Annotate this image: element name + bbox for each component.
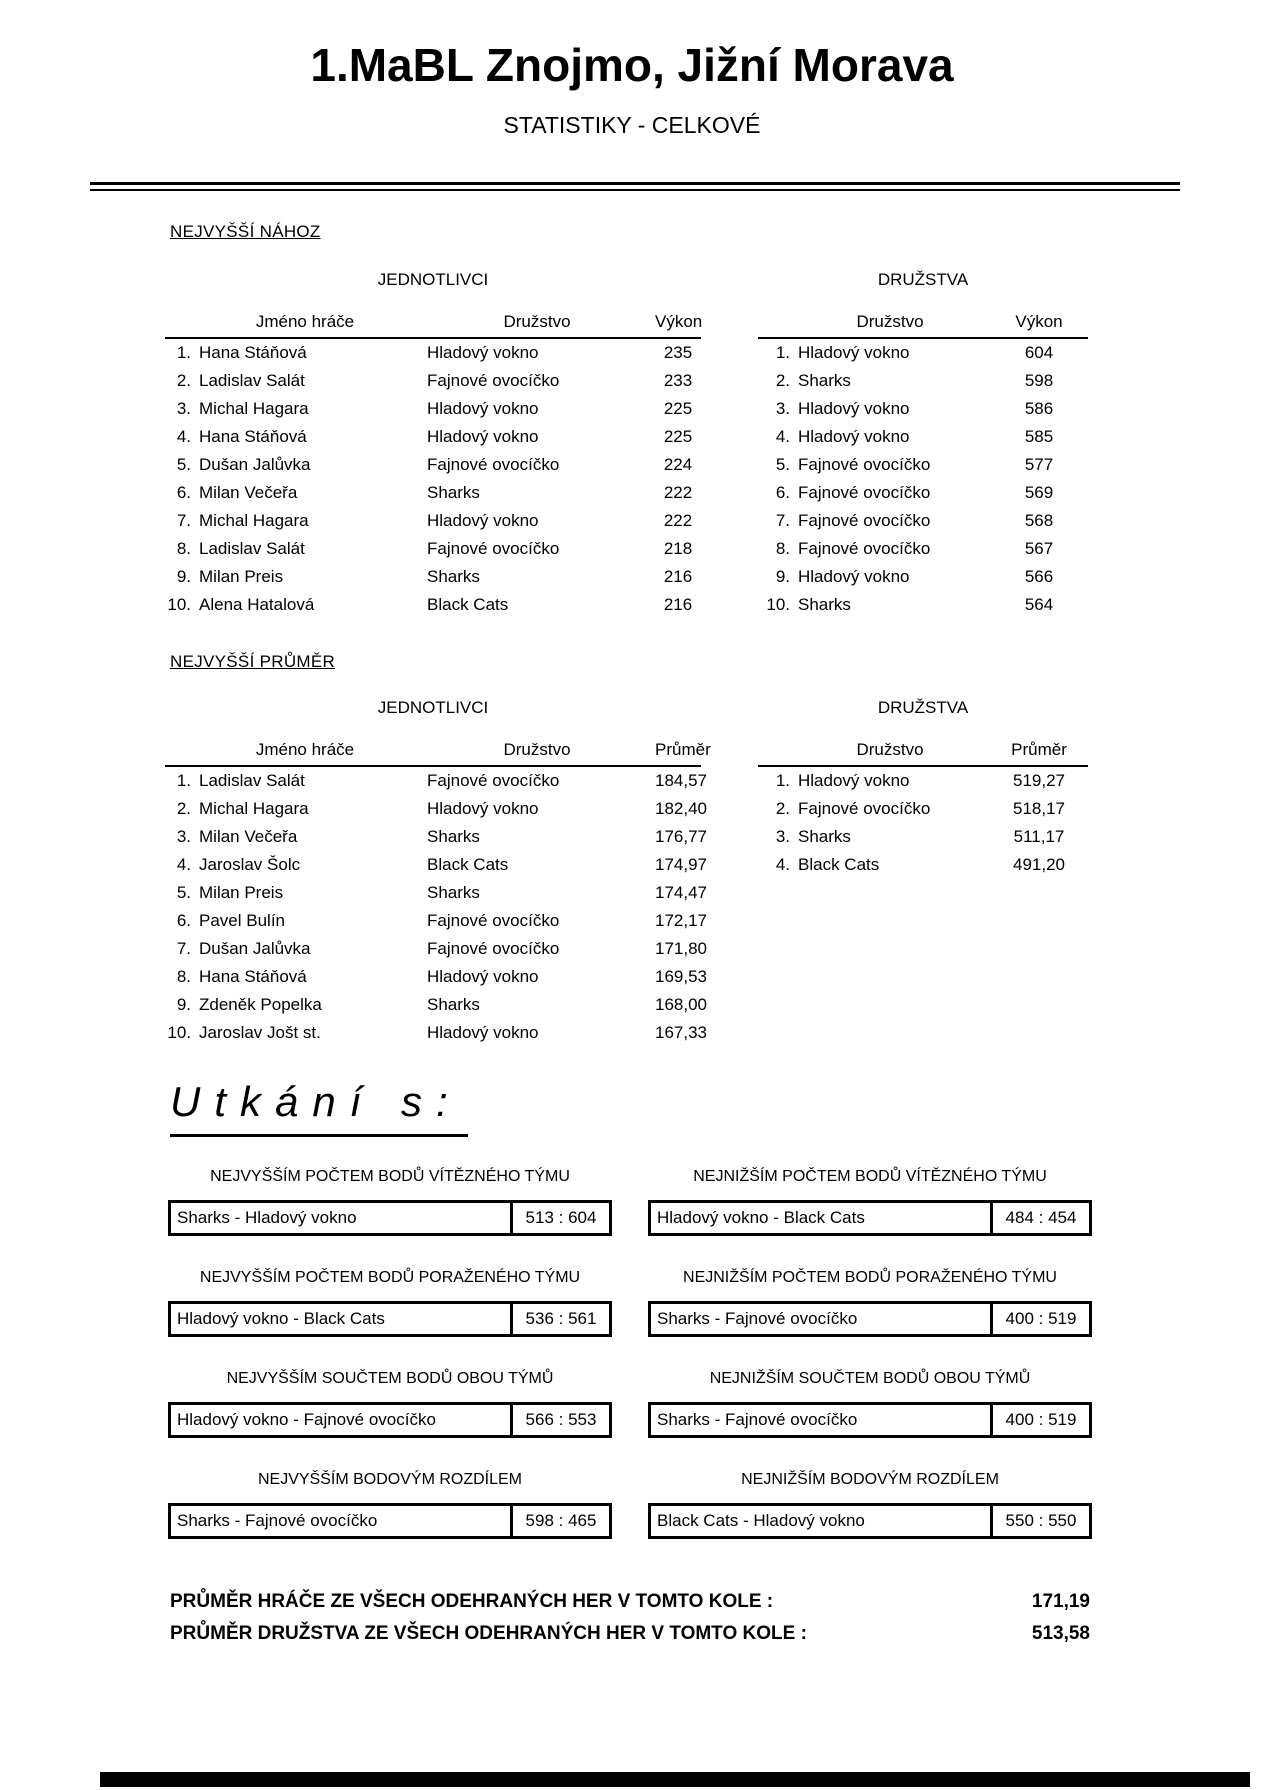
match-result-box [168, 1200, 612, 1236]
rank-cell: 5. [775, 455, 790, 474]
player-name-cell: Pavel Bulín [199, 911, 285, 930]
table-row [758, 563, 1088, 591]
score-column-header: Výkon [655, 312, 703, 331]
rank-cell: 5. [176, 455, 191, 474]
highest-game-teams-table [758, 308, 1088, 619]
average-cell: 176,77 [655, 827, 707, 846]
player-name-cell: Alena Hatalová [199, 595, 315, 614]
rank-cell: 10. [766, 595, 790, 614]
table-row [758, 535, 1088, 563]
rank-cell: 2. [176, 799, 191, 818]
score-cell: 225 [663, 399, 693, 418]
rank-cell: 6. [176, 483, 191, 502]
rank-cell: 4. [176, 427, 191, 446]
match-stat-label: NEJNIŽŠÍM POČTEM BODŮ VÍTĚZNÉHO TÝMU [693, 1168, 1047, 1185]
average-cell: 174,97 [655, 855, 707, 874]
team-cell: Hladový vokno [427, 343, 539, 362]
table-row [165, 991, 707, 1019]
score-column-header: Výkon [1015, 312, 1063, 331]
section-heading-highest-average: NEJVYŠŠÍ PRŮMĚR [170, 652, 336, 671]
player-name-cell: Dušan Jalůvka [199, 939, 311, 958]
player-name-cell: Hana Stáňová [199, 427, 307, 446]
summary-label: PRŮMĚR HRÁČE ZE VŠECH ODEHRANÝCH HER V TOMTO KOLE : [170, 1591, 774, 1612]
score-cell: 564 [1024, 595, 1054, 614]
individuals-title-2: JEDNOTLIVCI [377, 698, 489, 717]
table-row [165, 795, 707, 823]
player-name-cell: Ladislav Salát [199, 539, 305, 558]
average-cell: 169,53 [655, 967, 707, 986]
team-cell: Hladový vokno [427, 1023, 539, 1042]
team-cell: Sharks [798, 827, 851, 846]
table-row [758, 591, 1088, 619]
table-row [758, 395, 1088, 423]
score-cell: 568 [1024, 511, 1054, 530]
teams-title-2: DRUŽSTVA [877, 698, 969, 717]
player-name-cell: Ladislav Salát [199, 371, 305, 390]
rank-cell: 4. [775, 427, 790, 446]
score-cell: 235 [663, 343, 693, 362]
match-teams-cell: Black Cats - Hladový vokno [651, 1506, 993, 1536]
table-row [758, 423, 1088, 451]
player-name-cell: Milan Večeřa [199, 483, 298, 502]
player-column-header: Jméno hráče [255, 740, 355, 759]
average-cell: 174,47 [655, 883, 707, 902]
match-teams-cell: Sharks - Fajnové ovocíčko [651, 1405, 993, 1435]
team-cell: Hladový vokno [427, 799, 539, 818]
rank-cell: 7. [176, 511, 191, 530]
player-column-header: Jméno hráče [255, 312, 355, 331]
table-row [165, 935, 707, 963]
team-cell: Fajnové ovocíčko [798, 511, 931, 530]
table-row [165, 423, 701, 451]
teams-title-1: DRUŽSTVA [877, 270, 969, 289]
match-result-box [168, 1301, 612, 1337]
rank-cell: 1. [775, 771, 790, 790]
summary-row [170, 1586, 1090, 1618]
individuals-title-1: JEDNOTLIVCI [377, 270, 489, 289]
score-cell: 598 [1024, 371, 1054, 390]
average-cell: 171,80 [655, 939, 707, 958]
matches-right-column [648, 1168, 1092, 1572]
rank-cell: 9. [176, 567, 191, 586]
match-result-box [648, 1503, 1092, 1539]
average-column-header: Průměr [1011, 740, 1067, 759]
match-score-cell: 550 : 550 [1005, 1511, 1077, 1530]
rank-cell: 8. [176, 967, 191, 986]
rank-cell: 2. [775, 371, 790, 390]
match-teams-cell: Sharks - Fajnové ovocíčko [171, 1506, 513, 1536]
player-name-cell: Ladislav Salát [199, 771, 305, 790]
table-row [758, 367, 1088, 395]
match-stat-block [648, 1471, 1092, 1539]
match-teams-cell: Sharks - Hladový vokno [171, 1203, 513, 1233]
player-name-cell: Milan Preis [199, 567, 284, 586]
team-cell: Hladový vokno [798, 399, 910, 418]
table-row [165, 851, 707, 879]
table-header-row [165, 736, 711, 767]
match-stat-label: NEJVYŠŠÍM POČTEM BODŮ VÍTĚZNÉHO TÝMU [210, 1168, 570, 1185]
highest-game-individuals-table [165, 308, 701, 619]
table-row [165, 479, 701, 507]
average-cell: 518,17 [1013, 799, 1065, 818]
match-result-box [648, 1402, 1092, 1438]
team-cell: Sharks [427, 995, 480, 1014]
table-row [758, 451, 1088, 479]
table-row [758, 479, 1088, 507]
team-cell: Hladový vokno [798, 567, 910, 586]
section-heading-highest-game: NEJVYŠŠÍ NÁHOZ [170, 222, 321, 241]
summary-row [170, 1618, 1090, 1650]
team-column-header: Družstvo [856, 312, 924, 331]
match-result-box [168, 1402, 612, 1438]
score-cell: 567 [1024, 539, 1054, 558]
summary-label: PRŮMĚR DRUŽSTVA ZE VŠECH ODEHRANÝCH HER V TOMTO KOLE : [170, 1623, 807, 1644]
table-row [165, 563, 701, 591]
table-row [758, 851, 1088, 879]
table-row [165, 879, 707, 907]
matches-heading: Utkání s: [170, 1078, 468, 1137]
player-name-cell: Michal Hagara [199, 511, 309, 530]
team-cell: Hladový vokno [427, 511, 539, 530]
match-stat-block [168, 1471, 612, 1539]
player-name-cell: Hana Stáňová [199, 967, 307, 986]
table-header-row [758, 308, 1088, 339]
team-cell: Sharks [427, 483, 480, 502]
team-cell: Sharks [798, 595, 851, 614]
match-score-cell: 484 : 454 [1005, 1208, 1077, 1227]
average-cell: 519,27 [1013, 771, 1065, 790]
match-teams-cell: Hladový vokno - Fajnové ovocíčko [171, 1405, 513, 1435]
footer-bar [100, 1772, 1250, 1787]
rank-cell: 7. [176, 939, 191, 958]
match-stat-block [648, 1370, 1092, 1438]
average-cell: 167,33 [655, 1023, 707, 1042]
table-row [165, 339, 701, 367]
rank-cell: 3. [176, 399, 191, 418]
score-cell: 586 [1024, 399, 1054, 418]
table-row [165, 1019, 707, 1047]
table-row [165, 451, 701, 479]
table-header-row [758, 736, 1088, 767]
table-row [758, 767, 1088, 795]
page-subtitle: STATISTIKY - CELKOVÉ [503, 112, 761, 138]
table-header-row [165, 308, 701, 339]
team-cell: Hladový vokno [798, 771, 910, 790]
highest-average-individuals-table [165, 736, 711, 1047]
player-name-cell: Hana Stáňová [199, 343, 307, 362]
average-cell: 491,20 [1013, 855, 1065, 874]
rank-cell: 3. [775, 399, 790, 418]
score-cell: 569 [1024, 483, 1054, 502]
team-cell: Fajnové ovocíčko [798, 799, 931, 818]
average-cell: 168,00 [655, 995, 707, 1014]
average-cell: 184,57 [655, 771, 707, 790]
team-cell: Sharks [427, 827, 480, 846]
match-score-cell: 598 : 465 [525, 1511, 597, 1530]
rank-cell: 2. [176, 371, 191, 390]
player-name-cell: Zdeněk Popelka [199, 995, 322, 1014]
match-score-cell: 400 : 519 [1005, 1410, 1077, 1429]
team-cell: Black Cats [427, 855, 509, 874]
match-teams-cell: Hladový vokno - Black Cats [171, 1304, 513, 1334]
page-title: 1.MaBL Znojmo, Jižní Morava [310, 39, 954, 91]
table-row [165, 367, 701, 395]
rank-cell: 1. [775, 343, 790, 362]
match-stat-block [648, 1269, 1092, 1337]
team-cell: Hladový vokno [427, 427, 539, 446]
table-row [165, 823, 707, 851]
match-stat-label: NEJNIŽŠÍM BODOVÝM ROZDÍLEM [741, 1471, 999, 1488]
match-stat-label: NEJNIŽŠÍM SOUČTEM BODŮ OBOU TÝMŮ [709, 1370, 1031, 1387]
rank-cell: 9. [176, 995, 191, 1014]
table-row [165, 963, 707, 991]
rank-cell: 6. [775, 483, 790, 502]
table-row [758, 507, 1088, 535]
table-row [165, 507, 701, 535]
team-cell: Hladový vokno [427, 967, 539, 986]
average-cell: 182,40 [655, 799, 707, 818]
match-stat-block [648, 1168, 1092, 1236]
team-cell: Fajnové ovocíčko [427, 371, 560, 390]
team-cell: Fajnové ovocíčko [427, 455, 560, 474]
summary-value: 513,58 [1031, 1623, 1090, 1644]
rank-cell: 7. [775, 511, 790, 530]
match-result-box [168, 1503, 612, 1539]
match-stat-label: NEJNIŽŠÍM POČTEM BODŮ PORAŽENÉHO TÝMU [683, 1269, 1057, 1286]
team-cell: Fajnové ovocíčko [427, 771, 560, 790]
match-teams-cell: Hladový vokno - Black Cats [651, 1203, 993, 1233]
score-cell: 218 [663, 539, 693, 558]
table-row [165, 767, 707, 795]
score-cell: 585 [1024, 427, 1054, 446]
score-cell: 233 [663, 371, 693, 390]
table-row [758, 823, 1088, 851]
player-name-cell: Jaroslav Šolc [199, 855, 301, 874]
rank-cell: 4. [176, 855, 191, 874]
team-cell: Hladový vokno [798, 427, 910, 446]
average-cell: 172,17 [655, 911, 707, 930]
match-score-cell: 566 : 553 [525, 1410, 597, 1429]
match-score-cell: 400 : 519 [1005, 1309, 1077, 1328]
player-name-cell: Jaroslav Jošt st. [199, 1023, 321, 1042]
match-stat-label: NEJVYŠŠÍM BODOVÝM ROZDÍLEM [257, 1471, 523, 1488]
score-cell: 222 [663, 511, 693, 530]
rank-cell: 8. [775, 539, 790, 558]
matches-left-column [168, 1168, 612, 1572]
match-stat-label: NEJVYŠŠÍM POČTEM BODŮ PORAŽENÉHO TÝMU [199, 1269, 581, 1286]
player-name-cell: Michal Hagara [199, 799, 309, 818]
score-cell: 577 [1024, 455, 1054, 474]
team-column-header: Družstvo [856, 740, 924, 759]
score-cell: 604 [1024, 343, 1054, 362]
match-score-cell: 513 : 604 [525, 1208, 597, 1227]
table-row [165, 535, 701, 563]
match-stat-block [168, 1168, 612, 1236]
team-cell: Fajnové ovocíčko [427, 539, 560, 558]
team-cell: Fajnové ovocíčko [798, 455, 931, 474]
table-row [165, 395, 701, 423]
score-cell: 216 [663, 595, 693, 614]
score-cell: 216 [663, 567, 693, 586]
table-row [758, 339, 1088, 367]
team-cell: Fajnové ovocíčko [798, 483, 931, 502]
match-score-cell: 536 : 561 [525, 1309, 597, 1328]
team-cell: Hladový vokno [427, 399, 539, 418]
player-name-cell: Milan Preis [199, 883, 284, 902]
rank-cell: 4. [775, 855, 790, 874]
team-cell: Fajnové ovocíčko [427, 911, 560, 930]
team-cell: Sharks [427, 567, 480, 586]
average-cell: 511,17 [1013, 827, 1065, 846]
team-cell: Black Cats [798, 855, 880, 874]
rank-cell: 3. [775, 827, 790, 846]
rank-cell: 9. [775, 567, 790, 586]
rank-cell: 1. [176, 343, 191, 362]
highest-average-teams-table [758, 736, 1088, 879]
player-name-cell: Milan Večeřa [199, 827, 298, 846]
header-double-rule [90, 182, 1180, 191]
team-cell: Hladový vokno [798, 343, 910, 362]
rank-cell: 2. [775, 799, 790, 818]
rank-cell: 5. [176, 883, 191, 902]
rank-cell: 3. [176, 827, 191, 846]
score-cell: 224 [663, 455, 693, 474]
score-cell: 222 [663, 483, 693, 502]
average-column-header: Průměr [655, 740, 711, 759]
team-cell: Sharks [798, 371, 851, 390]
table-row [165, 591, 701, 619]
team-cell: Sharks [427, 883, 480, 902]
match-stat-label: NEJVYŠŠÍM SOUČTEM BODŮ OBOU TÝMŮ [226, 1370, 554, 1387]
round-averages-summary [170, 1586, 1090, 1650]
team-cell: Black Cats [427, 595, 509, 614]
team-cell: Fajnové ovocíčko [427, 939, 560, 958]
team-column-header: Družstvo [503, 740, 571, 759]
score-cell: 566 [1024, 567, 1054, 586]
rank-cell: 6. [176, 911, 191, 930]
summary-value: 171,19 [1031, 1591, 1090, 1612]
table-row [165, 907, 707, 935]
rank-cell: 1. [176, 771, 191, 790]
rank-cell: 10. [167, 595, 191, 614]
match-teams-cell: Sharks - Fajnové ovocíčko [651, 1304, 993, 1334]
player-name-cell: Michal Hagara [199, 399, 309, 418]
player-name-cell: Dušan Jalůvka [199, 455, 311, 474]
score-cell: 225 [663, 427, 693, 446]
match-result-box [648, 1301, 1092, 1337]
match-stat-block [168, 1370, 612, 1438]
team-column-header: Družstvo [503, 312, 571, 331]
match-stat-block [168, 1269, 612, 1337]
rank-cell: 8. [176, 539, 191, 558]
match-result-box [648, 1200, 1092, 1236]
table-row [758, 795, 1088, 823]
team-cell: Fajnové ovocíčko [798, 539, 931, 558]
rank-cell: 10. [167, 1023, 191, 1042]
